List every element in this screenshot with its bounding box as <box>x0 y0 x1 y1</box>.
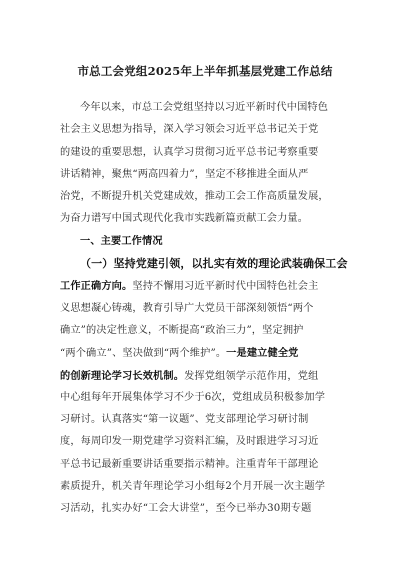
key-point-heading: 一是建立健全党 <box>226 347 299 360</box>
paragraph-text: 发挥党组领学示范作用，党组 <box>184 370 319 382</box>
paragraph-line: 讲话精神，聚焦“两高四着力”，坚定不移推进全面从严 <box>60 168 309 180</box>
paragraph-line: 习研讨。认真落实“第一议题”、党支部理论学习研讨制 <box>60 414 309 426</box>
paragraph-line: 社会主义思想为指导，深入学习领会习近平总书记关于党 <box>60 124 319 136</box>
paragraph-line: 平总书记最新重要讲话重要指示精神。注重青年干部理论 <box>60 458 319 470</box>
section-heading: 一、主要工作情况 <box>80 235 163 247</box>
paragraph-line <box>60 275 365 297</box>
paragraph-line: 习活动，扎实办好“工会大讲堂”，至今已举办30期专题 <box>60 503 312 515</box>
subsection-heading: （一）坚持党建引领，以扎实有效的理论武装确保工会 <box>80 257 348 271</box>
paragraph-line: 为奋力谱写中国式现代化我市实践新篇贡献工会力量。 <box>60 213 309 225</box>
paragraph-line: 素质提升，机关青年理论学习小组每2个月开展一次主题学 <box>60 481 326 493</box>
subsection-heading-end: 工作正确方向。 <box>60 280 133 293</box>
paragraph-line <box>60 365 365 387</box>
paragraph-line <box>60 342 365 364</box>
paragraph-line: 确立”的决定性意义，不断提高“政治三力”，坚定拥护 <box>60 324 304 336</box>
paragraph-line: 义思想凝心铸魂，教育引导广大党员干部深刻领悟“两个 <box>60 302 314 314</box>
paragraph-line: 今年以来，市总工会党组坚持以习近平新时代中国特色 <box>80 102 329 113</box>
paragraph-line: 度，每周印发一期党建学习资料汇编，及时跟进学习习近 <box>60 436 319 448</box>
key-point-heading-end: 的创新理论学习长效机制。 <box>60 369 185 382</box>
paragraph-line: 的建设的重要思想，认真学习贯彻习近平总书记考察重要 <box>60 146 319 158</box>
document-body <box>60 97 365 521</box>
paragraph-text: 坚持不懈用习近平新时代中国特色社会主 <box>132 281 319 293</box>
paragraph-line: 中心组每年开展集体学习不少于6次，党组成员积极参加学 <box>60 391 326 403</box>
paragraph-line: 治党，不断提升机关党建成效，推动工会工作高质量发展， <box>60 191 329 203</box>
paragraph-text: “两个确立”、坚决做到“两个维护”。 <box>60 348 227 360</box>
document-title: 市总工会党组2025年上半年抓基层党建工作总结 <box>77 64 333 78</box>
